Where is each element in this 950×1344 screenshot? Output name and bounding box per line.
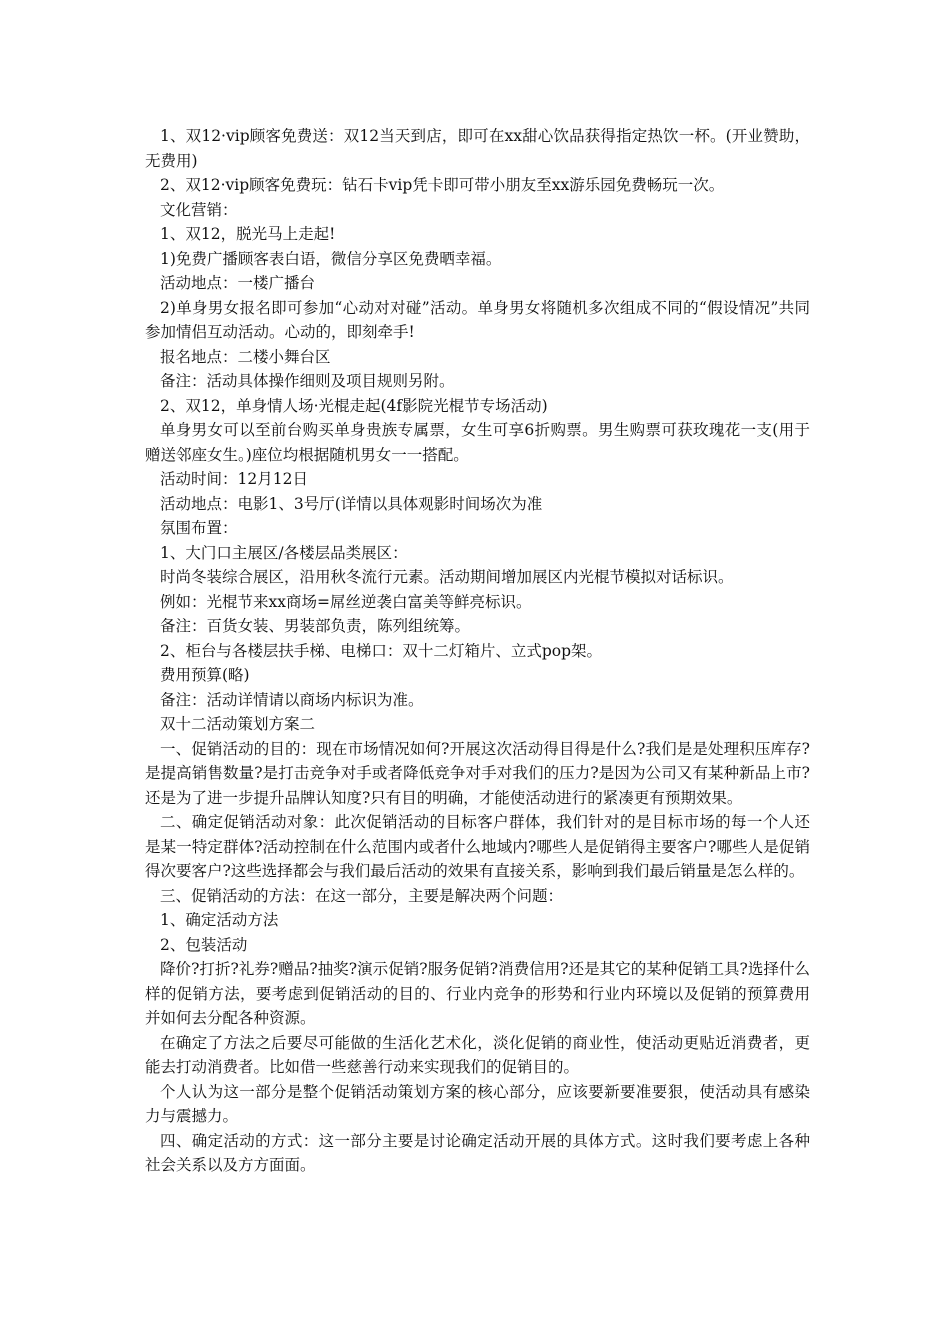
paragraph: 活动地点：一楼广播台 [160,274,316,292]
paragraph: 1、双12·vip顾客免费送：双12当天到店，即可在xx甜心饮品获得指定热饮一杯。(开业赞助，无费用) [145,127,810,170]
paragraph: 2)单身男女报名即可参加“心动对对碰”活动。单身男女将随机多次组成不同的“假设情况”共同参加情侣互动活动。心动的，即刻牵手! [145,298,810,341]
paragraph: 在确定了方法之后要尽可能做的生活化艺术化，淡化促销的商业性，使活动更贴近消费者，更能去打动消费者。比如借一些慈善行动来实现我们的促销目的。 [145,1033,810,1076]
paragraph: 1、大门口主展区/各楼层品类展区： [160,543,408,562]
paragraph: 2、包装活动 [160,935,248,954]
paragraph: 1)免费广播顾客表白语，微信分享区免费晒幸福。 [160,249,502,268]
paragraph: 活动地点：电影1、3号厅(详情以具体观影时间场次为准 [160,494,543,513]
paragraph: 备注：活动具体操作细则及项目规则另附。 [160,372,455,390]
paragraph: 降价?打折?礼券?赠品?抽奖?演示促销?服务促销?消费信用?还是其它的某种促销工具?选择什么样的促销方法，要考虑到促销活动的目的、行业内竞争的形势和行业内环境以及促销的预算费用并如何去分配各种资源。 [145,960,810,1027]
paragraph: 备注：活动详情请以商场内标识为准。 [160,690,424,709]
document-body [145,124,810,1178]
paragraph: 时尚冬装综合展区，沿用秋冬流行元素。活动期间增加展区内光棍节模拟对话标识。 [160,568,734,586]
paragraph: 文化营销： [160,200,238,219]
paragraph: 1、双12，脱光马上走起! [160,225,336,243]
paragraph: 单身男女可以至前台购买单身贵族专属票，女生可享6折购票。男生购票可获玫瑰花一支(用于赠送邻座女生。)座位均根据随机男女一一搭配。 [145,421,810,464]
paragraph: 2、双12，单身情人场·光棍走起(4f影院光棍节专场活动) [160,396,548,415]
paragraph: 氛围布置： [160,519,238,537]
paragraph: 报名地点：二楼小舞台区 [160,347,331,366]
paragraph: 个人认为这一部分是整个促销活动策划方案的核心部分，应该要新要准要狠，使活动具有感染力与震撼力。 [145,1082,810,1125]
paragraph: 四、确定活动的方式：这一部分主要是讨论确定活动开展的具体方式。这时我们要考虑上各种社会关系以及方方面面。 [145,1131,810,1174]
section-title: 双十二活动策划方案二 [160,715,316,733]
paragraph: 2、柜台与各楼层扶手梯、电梯口：双十二灯箱片、立式pop架。 [160,641,603,660]
paragraph: 费用预算(略) [160,666,250,684]
paragraph: 例如：光棍节来xx商场=屌丝逆袭白富美等鲜亮标识。 [160,592,532,611]
paragraph: 2、双12·vip顾客免费玩：钻石卡vip凭卡即可带小朋友至xx游乐园免费畅玩一次。 [160,176,725,194]
paragraph: 一、促销活动的目的：现在市场情况如何?开展这次活动得目得是什么?我们是是处理积压库存?是提高销售数量?是打击竞争对手或者降低竞争对手对我们的压力?是因为公司又有某种新品上市?还是为了进一步提升品牌认知度?只有目的明确，才能使活动进行的紧凑更有预期效果。 [145,739,810,807]
paragraph: 三、促销活动的方法：在这一部分，主要是解决两个问题： [160,886,564,905]
paragraph: 备注：百货女装、男装部负责，陈列组统筹。 [160,617,471,635]
paragraph: 活动时间：12月12日 [160,470,308,488]
paragraph: 1、确定活动方法 [160,911,279,929]
paragraph: 二、确定促销活动对象：此次促销活动的目标客户群体，我们针对的是目标市场的每一个人还是某一特定群体?活动控制在什么范围内或者什么地域内?哪些人是促销得主要客户?哪些人是促销得次要客户?这些选择都会与我们最后活动的效果有直接关系，影响到我们最后销量是怎么样的。 [145,813,810,880]
